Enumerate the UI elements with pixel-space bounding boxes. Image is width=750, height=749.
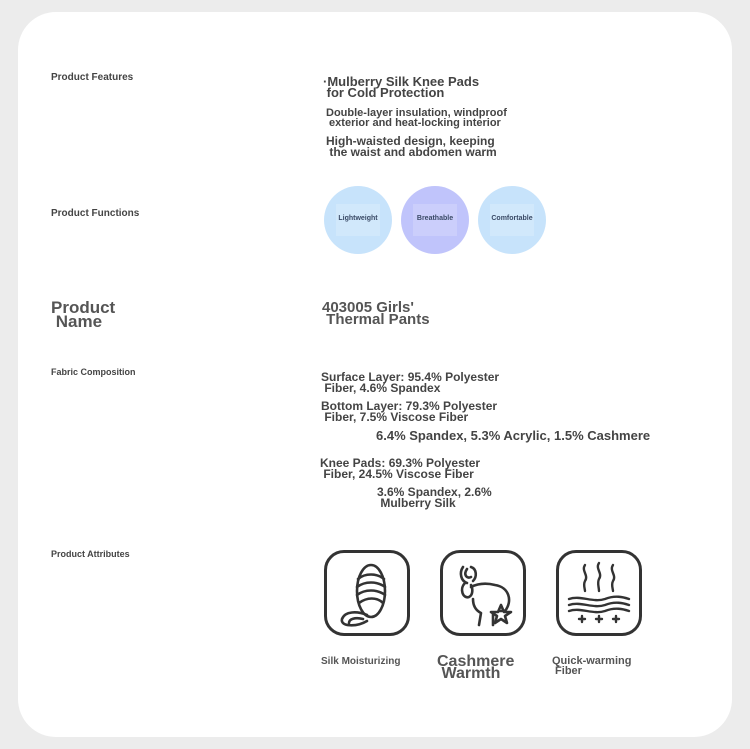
attribute-label: Quick-warming Fiber [552,655,632,677]
fabric-composition-label: Fabric Composition [51,367,136,377]
product-name: 403005 Girls' Thermal Pants [322,299,430,328]
fabric-surface-layer: Surface Layer: 95.4% Polyester Fiber, 4.6% Spandex [321,370,500,395]
feature-item: Double-layer insulation, windproof exterior and heat-locking interior [326,107,507,129]
function-circle-lightweight [324,186,392,254]
goat-icon [440,550,526,636]
features-label: Product Features [51,72,134,83]
attributes-label: Product Attributes [51,549,130,559]
attribute-label: Cashmere Warmth [437,653,515,682]
function-circle-comfortable [478,186,546,254]
silk-cocoon-icon [324,550,410,636]
fabric-knee-pads: Knee Pads: 69.3% Polyester Fiber, 24.5% Viscose Fiber [320,456,481,481]
fabric-bottom-layer: Bottom Layer: 79.3% Polyester Fiber, 7.5% Viscose Fiber [321,399,498,424]
function-label: Lightweight [336,204,380,236]
function-label: Comfortable [490,204,534,236]
feature-item: High-waisted design, keeping the waist and abdomen warm [326,134,497,159]
heat-fiber-icon [556,550,642,636]
feature-item: ·Mulberry Silk Knee Pads for Cold Protection [323,74,480,100]
attribute-label: Silk Moisturizing [321,656,401,667]
fabric-bottom-layer-cont: 6.4% Spandex, 5.3% Acrylic, 1.5% Cashmere [376,428,651,443]
functions-label: Product Functions [51,208,140,219]
fabric-knee-pads-cont: 3.6% Spandex, 2.6% Mulberry Silk [377,485,492,510]
product-name-label: Product Name [51,298,116,331]
function-label: Breathable [413,204,457,236]
function-circle-breathable [401,186,469,254]
